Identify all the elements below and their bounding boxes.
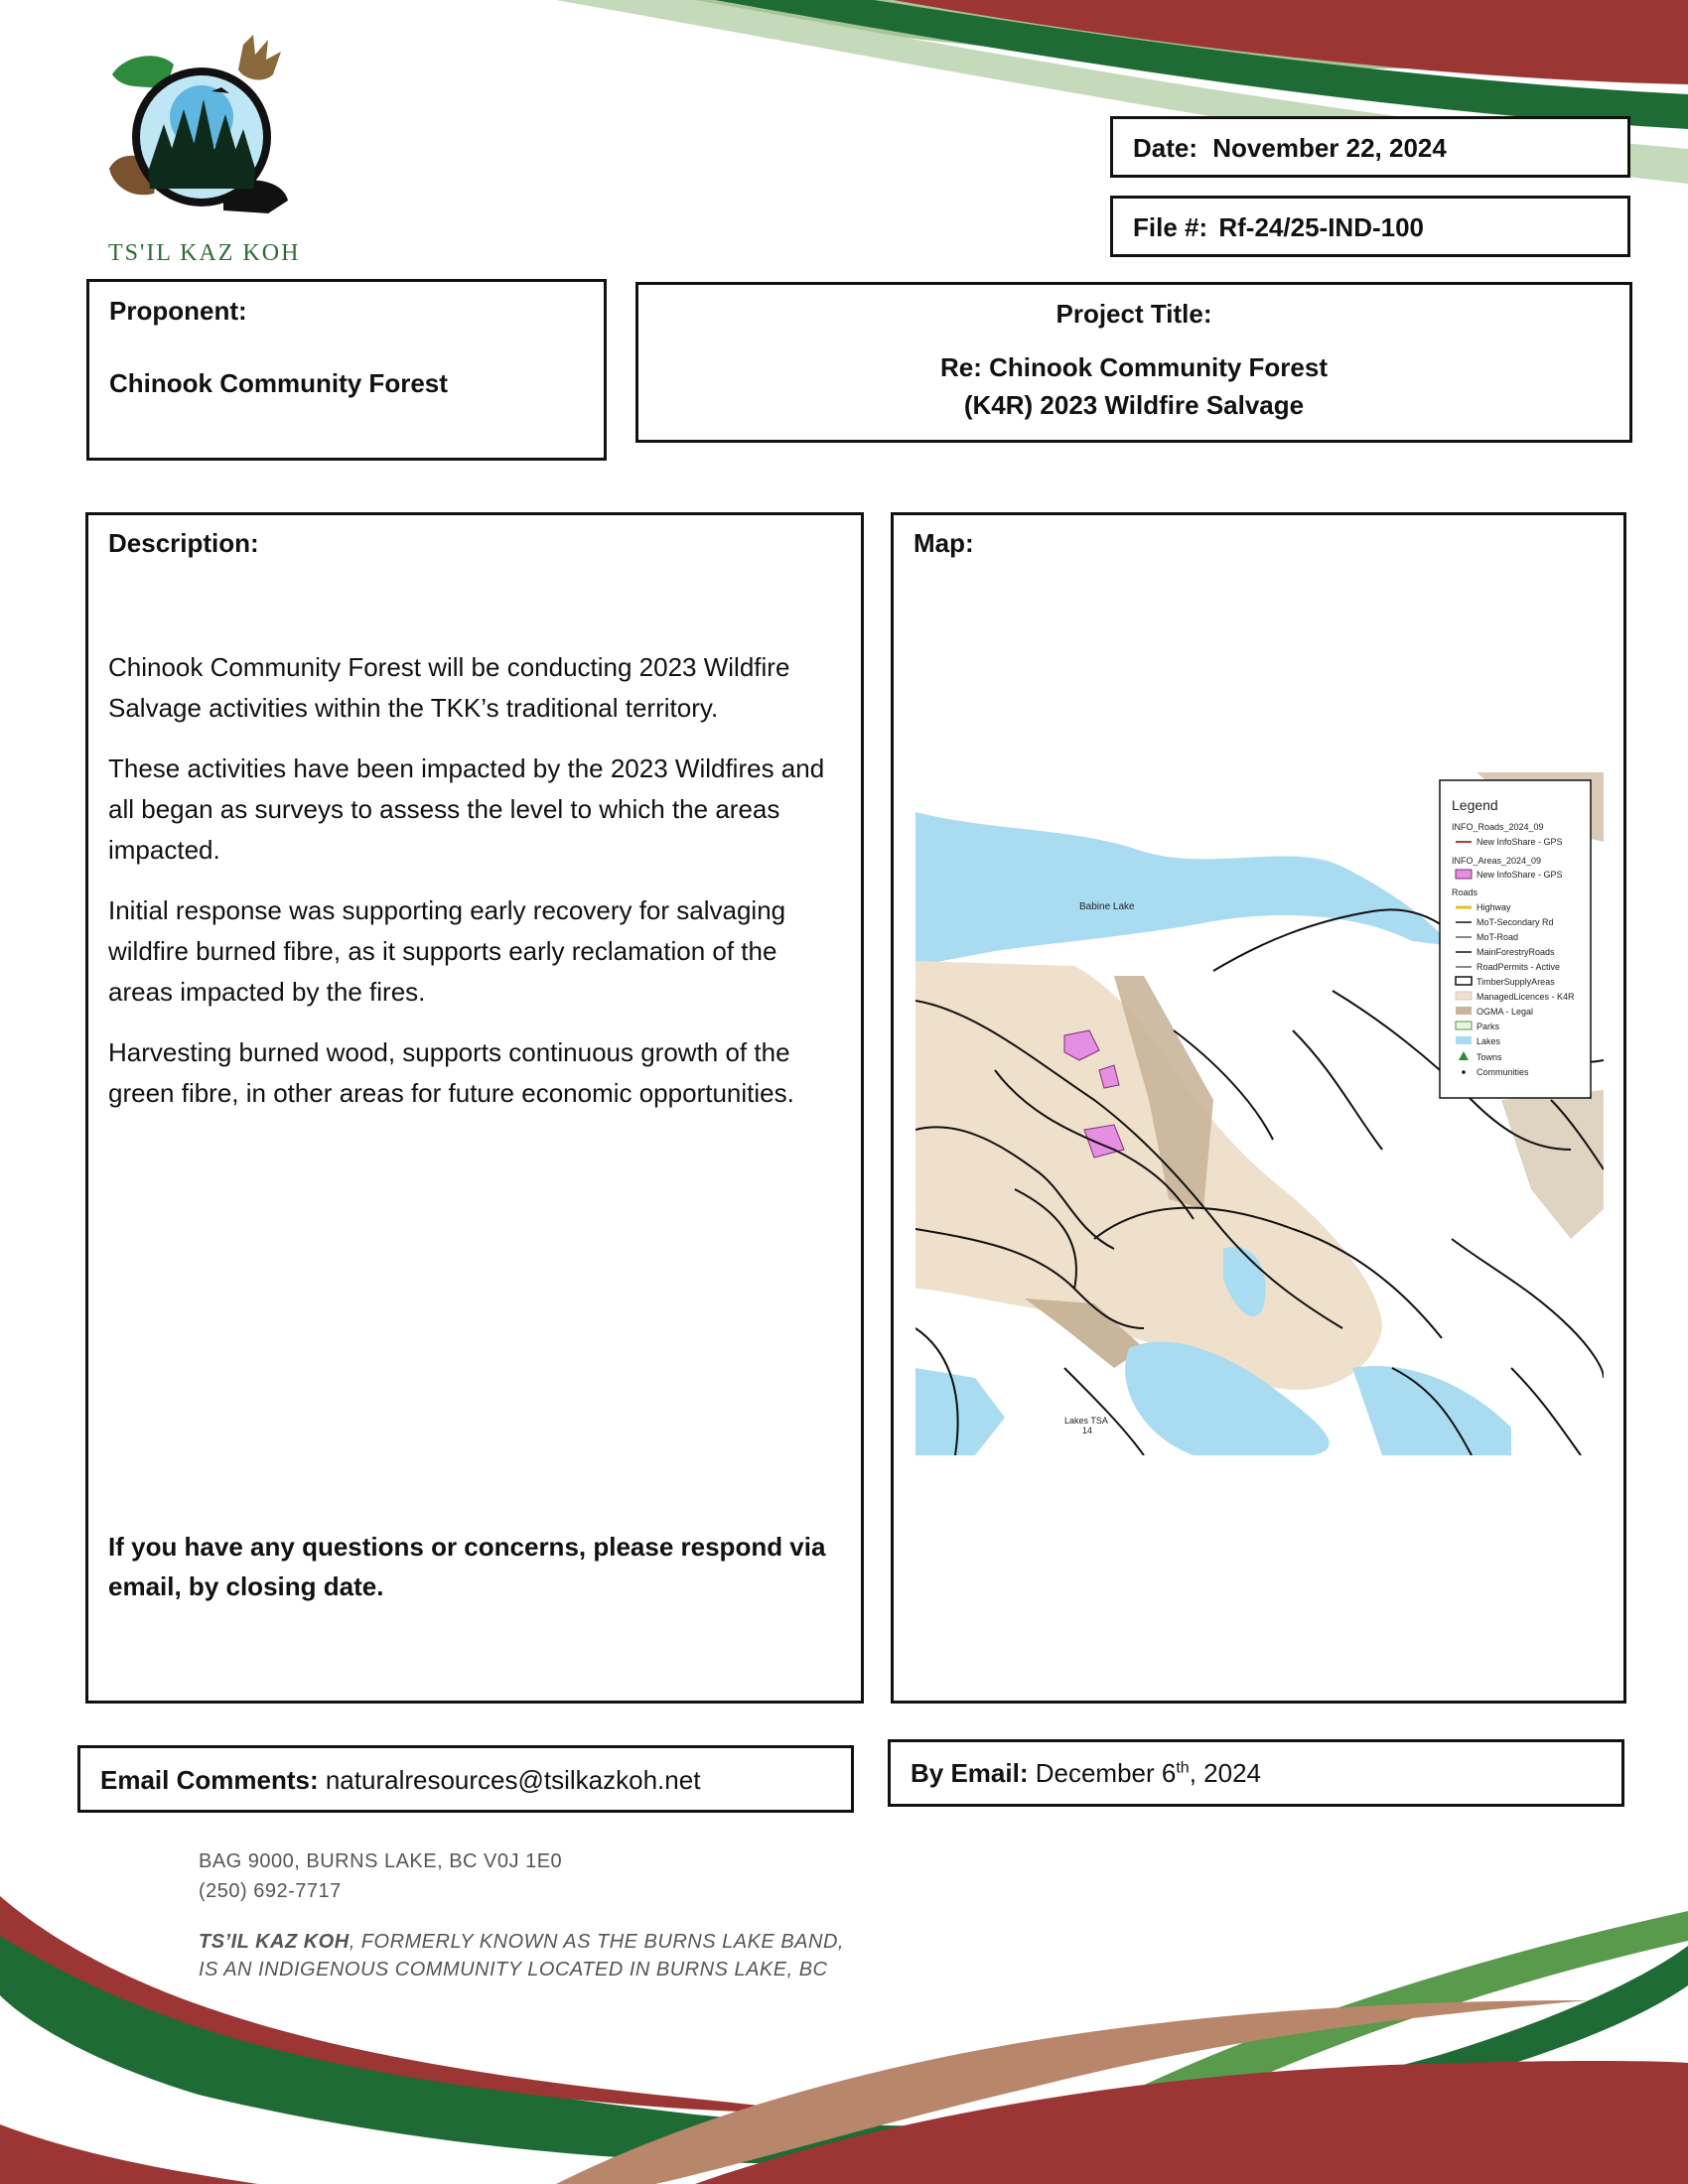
date-box (1110, 116, 1630, 178)
closing-date-value (1036, 1758, 1261, 1788)
date-value: November 22, 2024 (1212, 133, 1447, 163)
project-title-line2: (K4R) 2023 Wildfire Salvage (963, 390, 1305, 420)
email-label: Email Comments: (100, 1765, 319, 1795)
legend-item: MoT-Secondary Rd (1477, 917, 1554, 927)
project-title-line1: Re: Chinook Community Forest (939, 352, 1328, 382)
footer-statement-line2: IS AN INDIGENOUS COMMUNITY LOCATED IN BURNS LAKE, BC (199, 1959, 828, 1980)
footer-phone: (250) 692-7717 (199, 1880, 342, 1902)
org-name: TS'IL KAZ KOH (108, 240, 301, 266)
proponent-label: Proponent: (109, 296, 247, 326)
lake-name-label: Babine Lake (1079, 901, 1135, 912)
description-paragraph: These activities have been impacted by the 2023 Wildfires and all began as surveys to assess the level to which the areas impacted. (108, 753, 825, 865)
email-address-link[interactable]: naturalresources@tsilkazkoh.net (325, 1765, 701, 1795)
legend-item: Towns (1477, 1052, 1502, 1062)
file-value: Rf-24/25-IND-100 (1218, 212, 1425, 242)
proponent-box (86, 279, 607, 461)
legend-item: RoadPermits - Active (1477, 962, 1561, 972)
map-box (891, 512, 1626, 1704)
closing-date-label: By Email: (911, 1758, 1029, 1788)
tsa-number: 14 (1082, 1426, 1093, 1435)
legend-group: INFO_Areas_2024_09 (1452, 856, 1542, 866)
logo (104, 30, 303, 268)
territory-map (915, 772, 1604, 1455)
legend-item: MainForestryRoads (1477, 947, 1555, 957)
email-comments-box (77, 1745, 854, 1813)
project-title-label: Project Title: (1055, 299, 1212, 329)
file-label: File #: (1133, 212, 1208, 242)
footer-swoosh-decoration (0, 1866, 1688, 2184)
tsa-label: Lakes TSA (1064, 1416, 1108, 1426)
description-paragraph: Harvesting burned wood, supports continuous growth of the green fibre, in other areas for future economic opportunities. (108, 1037, 794, 1108)
legend-title: Legend (1452, 797, 1498, 813)
map-label: Map: (914, 528, 974, 558)
closing-date-suffix: th (1176, 1759, 1190, 1777)
description-paragraph: Initial response was supporting early recovery for salvaging wildfire burned fibre, as it supports early reclamation of the areas impacted by the fires. (108, 895, 786, 1007)
legend-item: Highway (1477, 902, 1511, 912)
footer-statement-rest: , FORMERLY KNOWN AS THE BURNS LAKE BAND, (349, 1931, 844, 1953)
footer-address: BAG 9000, BURNS LAKE, BC V0J 1E0 (199, 1850, 563, 1872)
map-legend (1440, 780, 1591, 1098)
proponent-value: Chinook Community Forest (109, 368, 448, 398)
description-paragraph: Chinook Community Forest will be conducting 2023 Wildfire Salvage activities within the TKK’s traditional territory. (108, 652, 790, 723)
legend-item: New InfoShare - GPS (1477, 870, 1563, 880)
closing-note: If you have any questions or concerns, please respond via email, by closing date. (108, 1532, 826, 1601)
footer-org-name: TS’IL KAZ KOH (199, 1931, 350, 1953)
date-label: Date: (1133, 133, 1198, 163)
legend-group: Roads (1452, 887, 1478, 897)
logo-emblem (104, 30, 293, 228)
closing-date-day: December 6 (1035, 1758, 1177, 1788)
legend-item: OGMA - Legal (1477, 1007, 1534, 1017)
file-number-box (1110, 196, 1630, 257)
closing-date-year: , 2024 (1189, 1758, 1261, 1788)
legend-item: ManagedLicences - K4R (1477, 992, 1575, 1002)
legend-item: Parks (1477, 1022, 1500, 1031)
description-box (85, 512, 864, 1704)
legend-item: New InfoShare - GPS (1477, 837, 1563, 847)
legend-item: TimberSupplyAreas (1477, 977, 1555, 987)
project-title-box (635, 282, 1632, 443)
description-label: Description: (108, 528, 259, 558)
closing-date-box (888, 1739, 1624, 1807)
legend-item: Communities (1477, 1067, 1529, 1077)
legend-group: INFO_Roads_2024_09 (1452, 822, 1544, 832)
description-body (108, 647, 843, 1134)
legend-item: MoT-Road (1477, 932, 1519, 942)
legend-item: Lakes (1477, 1036, 1501, 1046)
